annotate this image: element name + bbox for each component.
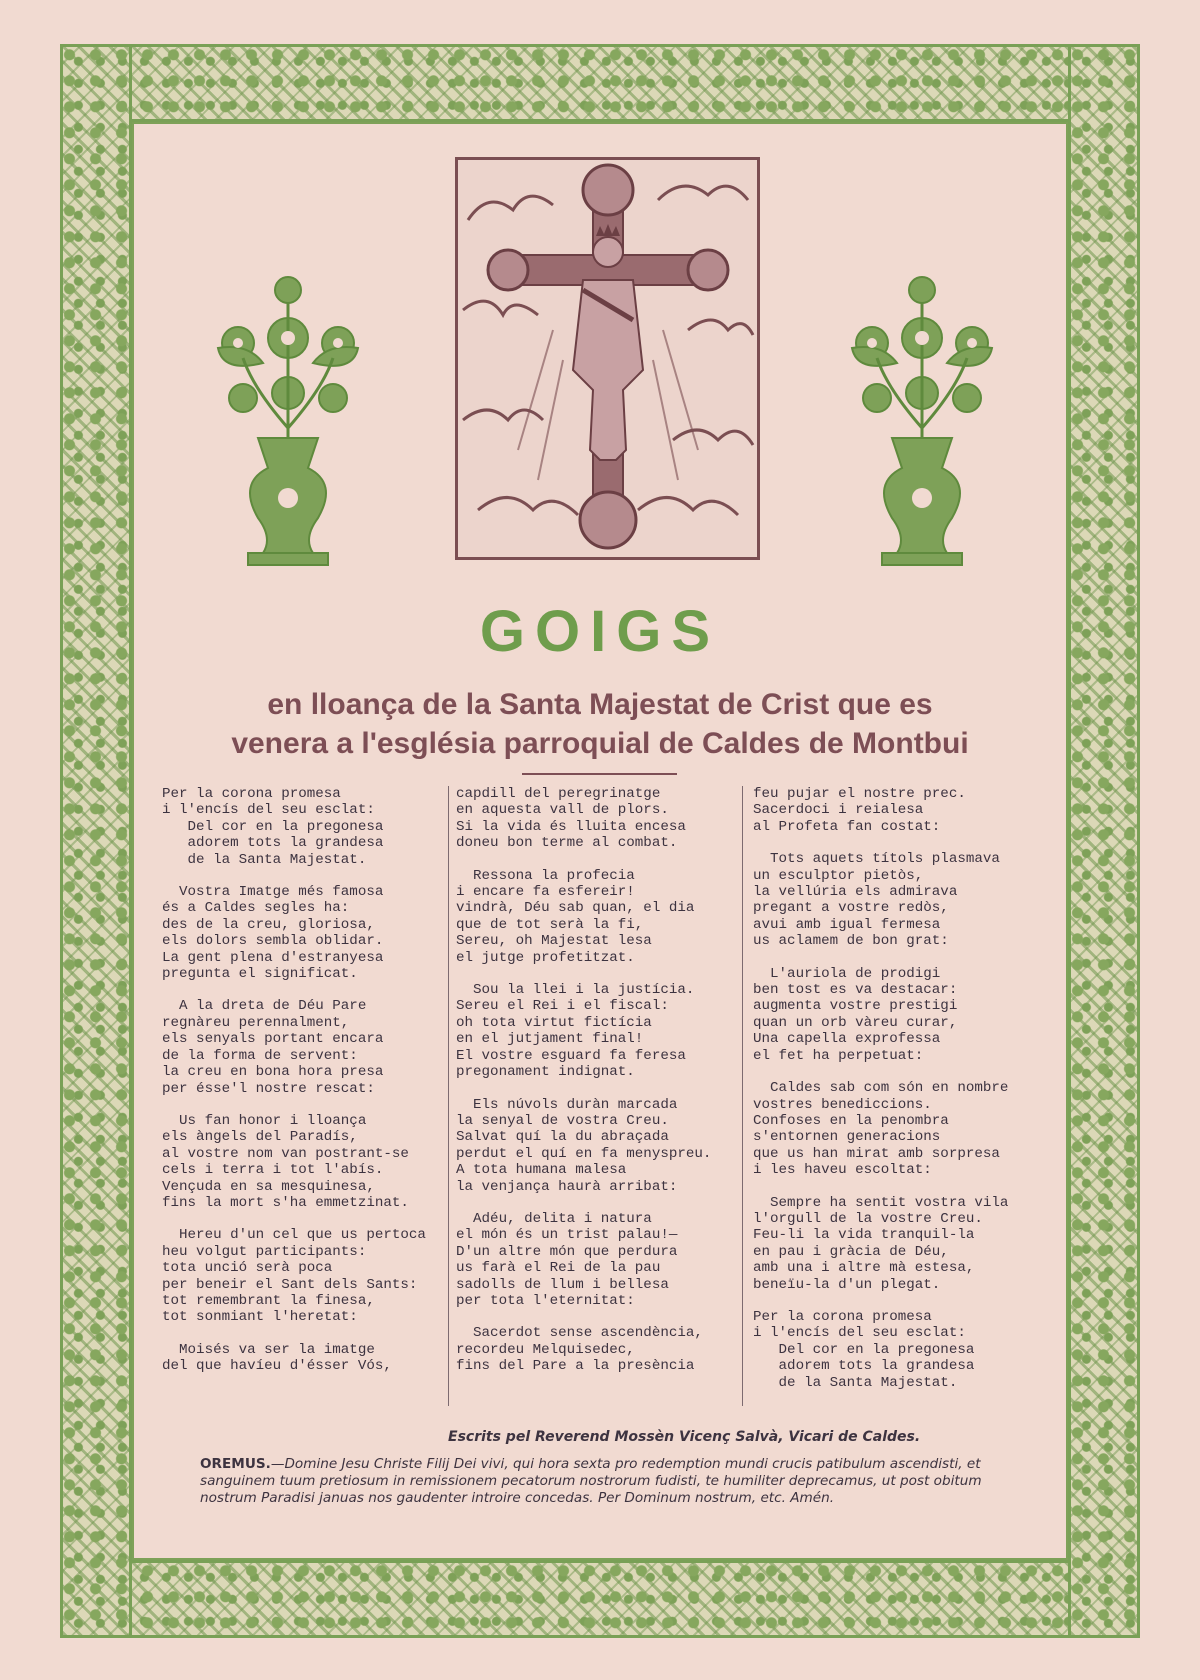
verse-line: Vençuda en sa mesquinesa, xyxy=(162,1178,375,1195)
column-divider xyxy=(742,786,743,1406)
verse-line: Feu-li la vida tranquil-la xyxy=(753,1227,975,1244)
verse-line: sadolls de llum i bellesa xyxy=(456,1276,669,1293)
verse-line: que us han mirat amb sorpresa xyxy=(753,1145,1000,1162)
verse-line: Sereu el Rei i el fiscal: xyxy=(456,998,669,1015)
verse-line: l'orgull de la vostre Creu. xyxy=(753,1210,983,1227)
verse-line: fins del Pare a la presència xyxy=(456,1358,695,1375)
verse-line: vostres benediccions. xyxy=(753,1096,932,1113)
verse-line: feu pujar el nostre prec. xyxy=(753,786,966,802)
verse-line: doneu bon terme al combat. xyxy=(456,835,678,852)
stanza xyxy=(162,998,442,1096)
verse-line: beneïu-la d'un plegat. xyxy=(753,1276,941,1293)
verse-line: Sou la llei i la justícia. xyxy=(456,982,695,999)
verse-line: avui amb igual fermesa xyxy=(753,916,941,933)
verse-line: Moisés va ser la imatge xyxy=(162,1341,375,1358)
verse-line: que de tot serà la fi, xyxy=(456,916,644,933)
verse-line: Si la vida és lluita encesa xyxy=(456,818,686,835)
verse-line: adorem tots la grandesa xyxy=(753,1358,975,1375)
verse-line: us aclamem de bon grat: xyxy=(753,933,949,950)
verse-line: i les haveu escoltat: xyxy=(753,1162,932,1179)
oremus-prayer xyxy=(200,1456,1020,1507)
stanza xyxy=(162,1227,442,1325)
verse-line: ben tost es va destacar: xyxy=(753,982,958,999)
verse-line: La gent plena d'estranyesa xyxy=(162,949,384,966)
verse-line: de la forma de servent: xyxy=(162,1047,358,1064)
verse-line: de la Santa Majestat. xyxy=(162,851,367,868)
stanza xyxy=(456,982,726,1080)
verse-line: des de la creu, gloriosa, xyxy=(162,916,375,933)
verse-line: Vostra Imatge més famosa xyxy=(162,884,384,901)
stanza xyxy=(456,1325,726,1374)
verse-line: els dolors sembla oblidar. xyxy=(162,933,384,950)
verse-line: per beneir el Sant dels Sants: xyxy=(162,1276,418,1293)
stanza xyxy=(753,786,1023,835)
verse-line: i l'encís del seu esclat: xyxy=(162,802,375,819)
verse-line: i encare fa esfereir! xyxy=(456,884,635,901)
verse-line: recordeu Melquisedec, xyxy=(456,1341,635,1358)
verse-line: al vostre nom van postrant-se xyxy=(162,1145,409,1162)
verse-line: Sacerdot sense ascendència, xyxy=(456,1325,703,1342)
verse-line: Del cor en la pregonesa xyxy=(162,818,384,835)
verse-line: capdill del peregrinatge xyxy=(456,786,661,802)
verse-line: quan un orb vàreu curar, xyxy=(753,1014,958,1031)
stanza xyxy=(456,1097,726,1195)
verse-line: en aquesta vall de plors. xyxy=(456,802,669,819)
verse-line: Per la corona promesa xyxy=(162,786,341,802)
verse-line: Salvat quí la du abraçada xyxy=(456,1129,669,1146)
verse-line: Una capella exprofessa xyxy=(753,1031,941,1048)
stanza xyxy=(456,868,726,966)
verse-line: en el jutjament final! xyxy=(456,1031,644,1048)
verse-line: Del cor en la pregonesa xyxy=(753,1341,975,1358)
ornamental-border-right xyxy=(1068,44,1140,1638)
stanza xyxy=(753,1195,1023,1293)
oremus-text: —Domine Jesu Christe Filij Dei vivi, qui hora sexta pro redemption mundi crucis patibulum ascendisti, et sanguinem tuum pretiosum in remissionem pecatorum nostrorum fudisti, te humiliter deprecamus, ut post obitum nostrum Paradisi januas nos gaudenter introire concedas. Per Dominum nostrum, etc. Amén. xyxy=(200,1456,982,1506)
verse-line: Us fan honor i lloança xyxy=(162,1112,367,1129)
verse-line: la senyal de vostra Creu. xyxy=(456,1112,669,1129)
verse-line: Els núvols duràn marcada xyxy=(456,1096,678,1113)
verse-line: L'auriola de prodigi xyxy=(753,965,941,982)
verse-line: Ressona la profecia xyxy=(456,867,635,884)
verse-line: pregant a vostre redòs, xyxy=(753,900,949,917)
verse-line: del que havíeu d'ésser Vós, xyxy=(162,1358,392,1375)
verse-line: perdut el quí en fa menyspreu. xyxy=(456,1145,712,1162)
verse-line: A tota humana malesa xyxy=(456,1162,627,1179)
verse-line: la vellúria els admirava xyxy=(753,884,958,901)
verse-line: D'un altre món que perdura xyxy=(456,1243,678,1260)
verse-line: us farà el Rei de la pau xyxy=(456,1260,661,1277)
flower-vase-ornament-left xyxy=(203,268,373,568)
verse-line: Hereu d'un cel que us pertoca xyxy=(162,1227,426,1244)
page-title: GOIGS xyxy=(479,599,721,664)
verse-line: El vostre esguard fa feresa xyxy=(456,1047,686,1064)
verse-column-2 xyxy=(456,786,726,1391)
stanza xyxy=(753,966,1023,1064)
verse-column-1 xyxy=(162,786,442,1391)
verse-line: de la Santa Majestat. xyxy=(753,1374,958,1391)
verse-line: tot sonmiant l'heretat: xyxy=(162,1309,358,1326)
stanza xyxy=(162,786,442,868)
verse-line: s'entornen generacions xyxy=(753,1129,941,1146)
verse-line: regnàreu perennalment, xyxy=(162,1014,350,1031)
author-credit: Escrits pel Reverend Mossèn Vicenç Salvà, Vicari de Caldes. xyxy=(448,1429,921,1445)
flower-vase-ornament-right xyxy=(837,268,1007,568)
verse-line: Sempre ha sentit vostra vila xyxy=(753,1194,1009,1211)
verse-line: tota unció serà poca xyxy=(162,1260,333,1277)
subtitle-line-1: en lloança de la Santa Majestat de Crist que es xyxy=(267,688,933,721)
stanza xyxy=(162,884,442,982)
verse-line: és a Caldes segles ha: xyxy=(162,900,350,917)
verse-line: Per la corona promesa xyxy=(753,1308,932,1325)
verse-line: el fet ha perpetuat: xyxy=(753,1047,924,1064)
stanza xyxy=(162,1342,442,1375)
stanza xyxy=(753,1080,1023,1178)
oremus-label: OREMUS. xyxy=(200,1456,271,1472)
stanza xyxy=(753,851,1023,949)
stanza xyxy=(456,786,726,852)
verse-line: cels i terra i tot l'abís. xyxy=(162,1162,384,1179)
stanza xyxy=(456,1211,726,1309)
verse-line: Tots aquets títols plasmava xyxy=(753,851,1000,868)
subtitle-line-2: venera a l'església parroquial de Caldes de Montbui xyxy=(231,727,969,760)
verse-line: pregunta el significat. xyxy=(162,966,358,983)
stanza xyxy=(162,1113,442,1211)
verse-line: amb una i altre mà estesa, xyxy=(753,1260,975,1277)
verse-line: per tota l'eternitat: xyxy=(456,1292,635,1309)
verse-line: un esculptor pietòs, xyxy=(753,867,924,884)
verse-line: heu volgut participants: xyxy=(162,1243,367,1260)
verse-line: en pau i gràcia de Déu, xyxy=(753,1243,949,1260)
verse-line: vindrà, Déu sab quan, el dia xyxy=(456,900,695,917)
verse-line: adorem tots la grandesa xyxy=(162,835,384,852)
verse-line: tot remembrant la finesa, xyxy=(162,1292,375,1309)
crucifix-woodcut-drawing xyxy=(458,160,757,557)
verse-column-3 xyxy=(753,786,1023,1407)
stanza xyxy=(753,1309,1023,1391)
verse-line: el món és un trist palau!— xyxy=(456,1227,678,1244)
verse-line: Confoses en la penombra xyxy=(753,1112,949,1129)
verse-line: pregonament indignat. xyxy=(456,1064,635,1081)
ornamental-border-top xyxy=(60,44,1140,122)
verse-line: Adéu, delita i natura xyxy=(456,1210,652,1227)
verse-line: els àngels del Paradís, xyxy=(162,1129,358,1146)
verse-line: Caldes sab com són en nombre xyxy=(753,1080,1009,1097)
verse-line: els senyals portant encara xyxy=(162,1031,384,1048)
verse-line: per ésse'l nostre rescat: xyxy=(162,1080,375,1097)
verse-line: Sacerdoci i reialesa xyxy=(753,802,924,819)
verse-line: i l'encís del seu esclat: xyxy=(753,1325,966,1342)
verse-line: al Profeta fan costat: xyxy=(753,818,941,835)
crucifix-woodcut xyxy=(455,157,760,560)
title-divider xyxy=(522,773,677,775)
verse-line: fins la mort s'ha emmetzinat. xyxy=(162,1194,409,1211)
verse-line: Sereu, oh Majestat lesa xyxy=(456,933,652,950)
verse-line: la venjança haurà arribat: xyxy=(456,1178,678,1195)
verse-line: augmenta vostre prestigi xyxy=(753,998,958,1015)
ornamental-border-left xyxy=(60,44,132,1638)
ornamental-border-bottom xyxy=(60,1560,1140,1638)
verse-line: A la dreta de Déu Pare xyxy=(162,998,367,1015)
column-divider xyxy=(448,786,449,1406)
verse-line: el jutge profetitzat. xyxy=(456,949,635,966)
verse-line: oh tota virtut fictícia xyxy=(456,1014,652,1031)
verse-line: la creu en bona hora presa xyxy=(162,1064,384,1081)
